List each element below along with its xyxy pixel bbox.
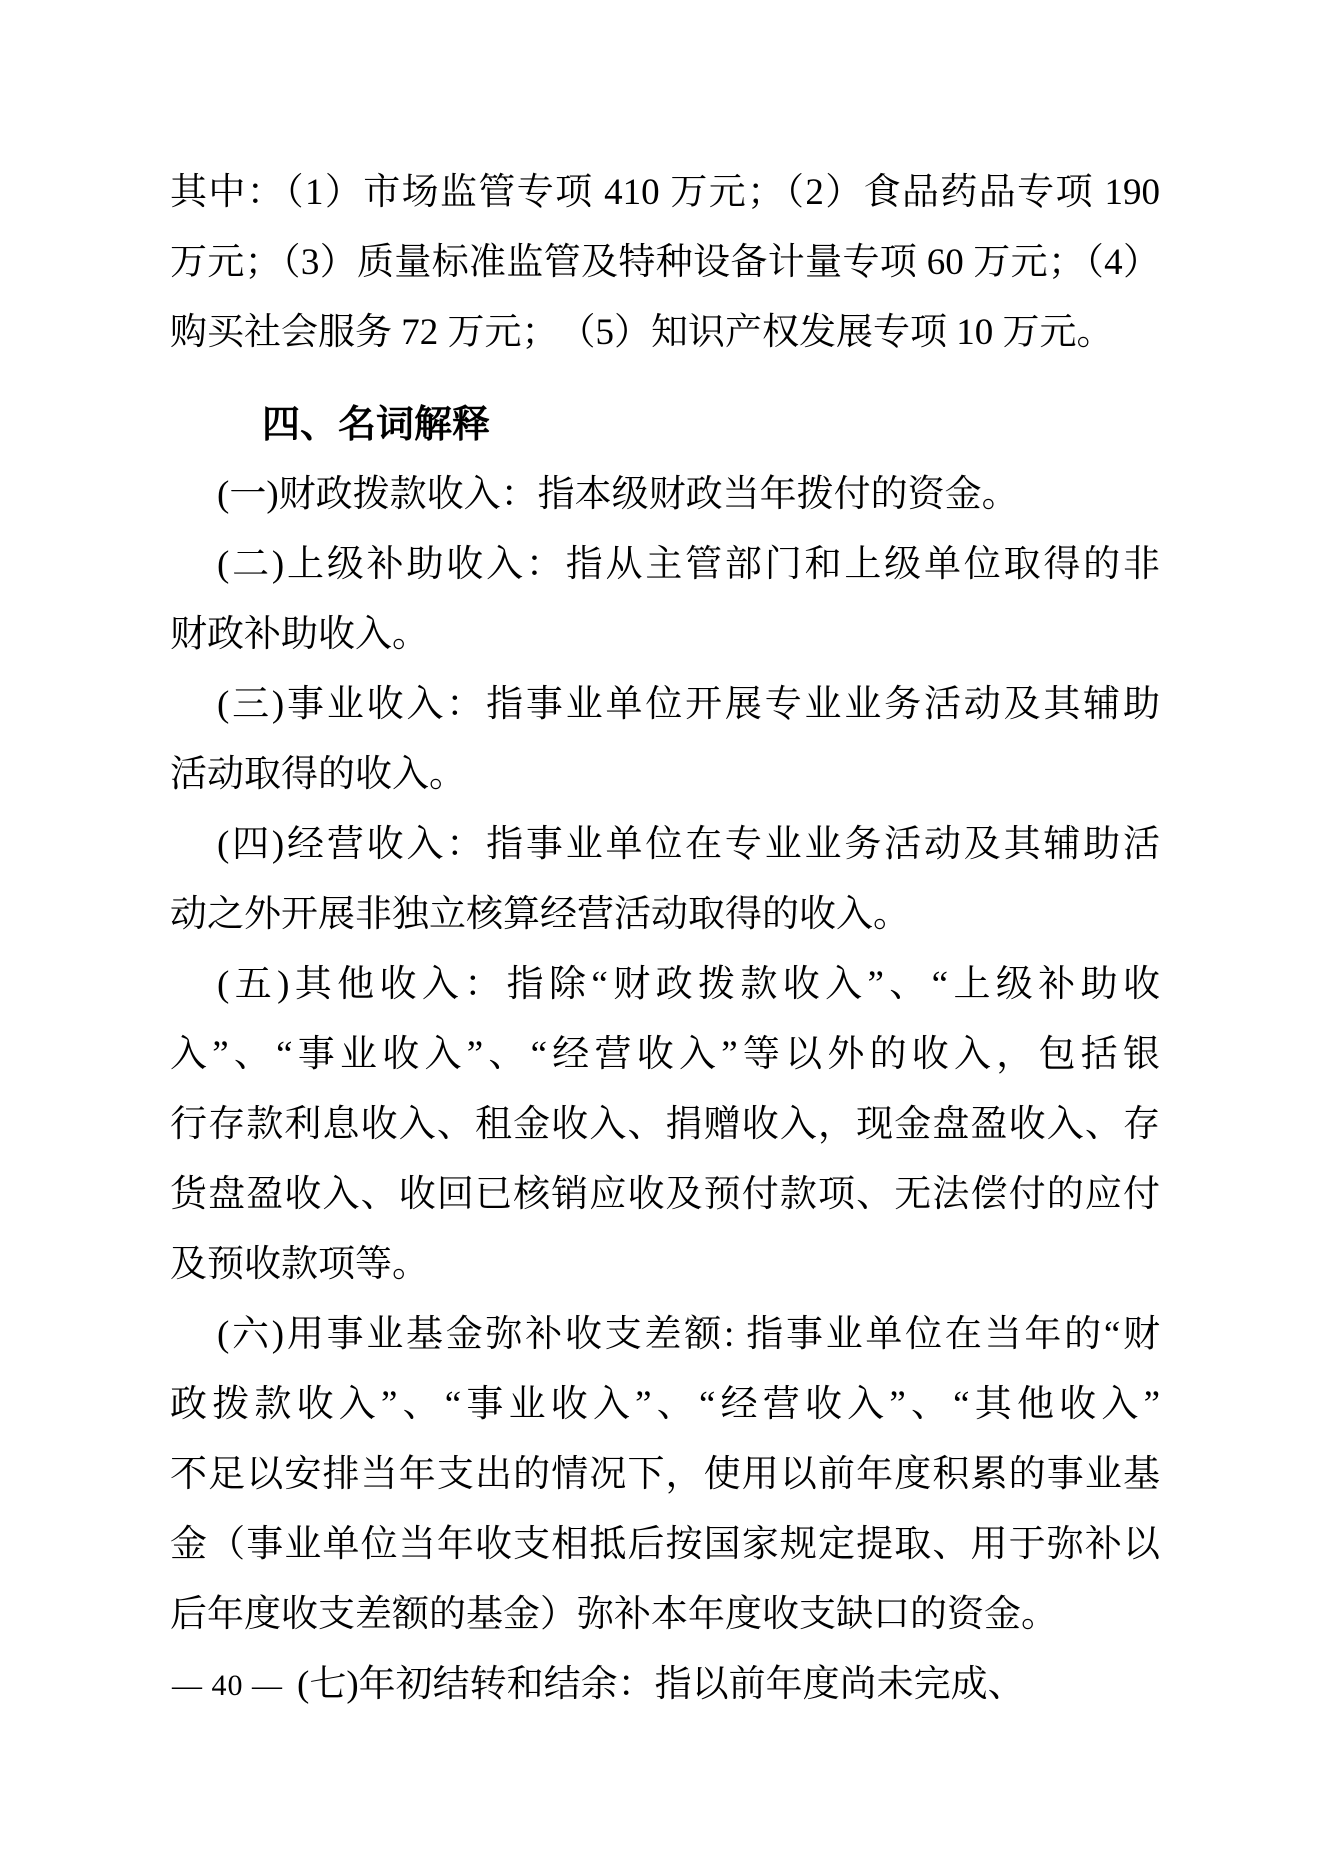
- definition-paragraph: [170, 810, 1160, 950]
- definition-paragraph: [170, 460, 1160, 530]
- document-body: [170, 158, 1160, 1720]
- text-line: (七)年初结转和结余：指以前年度尚未完成、: [297, 1664, 1025, 1705]
- text-line: (六)用事业基金弥补收支差额: 指事业单位在当年的“财: [217, 1314, 1160, 1355]
- text-line: 金（事业单位当年收支相抵后按国家规定提取、用于弥补以: [170, 1524, 1160, 1565]
- section-heading: 四、名词解释: [262, 404, 491, 446]
- text-line: 及预收款项等。: [170, 1244, 429, 1285]
- text-line: 政拨款收入”、“事业收入”、“经营收入”、“其他收入”: [170, 1384, 1160, 1425]
- text-line: 动之外开展非独立核算经营活动取得的收入。: [170, 894, 910, 935]
- text-line: 万元；（3）质量标准监管及特种设备计量专项 60 万元；（4）: [170, 242, 1160, 283]
- text-line: 财政补助收入。: [170, 614, 429, 655]
- definition-paragraph: [170, 530, 1160, 670]
- text-line: 后年度收支差额的基金）弥补本年度收支缺口的资金。: [170, 1594, 1058, 1635]
- text-line: 货盘盈收入、收回已核销应收及预付款项、无法偿付的应付: [170, 1174, 1160, 1215]
- text-line: 入”、“事业收入”、“经营收入”等以外的收入，包括银: [170, 1034, 1160, 1075]
- page-number: — 40 —: [172, 1669, 283, 1702]
- text-line: (一)财政拨款收入：指本级财政当年拨付的资金。: [217, 474, 1019, 515]
- definition-paragraph: [170, 1650, 1160, 1720]
- definition-paragraph: [170, 670, 1160, 810]
- text-line: 不足以安排当年支出的情况下，使用以前年度积累的事业基: [170, 1454, 1160, 1495]
- text-line: (二)上级补助收入：指从主管部门和上级单位取得的非: [217, 544, 1160, 585]
- text-line: (四)经营收入：指事业单位在专业业务活动及其辅助活: [217, 824, 1160, 865]
- text-line: 购买社会服务 72 万元； （5）知识产权发展专项 10 万元。: [170, 312, 1114, 353]
- text-line: 活动取得的收入。: [170, 754, 466, 795]
- text-line: (三)事业收入：指事业单位开展专业业务活动及其辅助: [217, 684, 1160, 725]
- text-line: (五)其他收入：指除“财政拨款收入”、“上级补助收: [217, 964, 1160, 1005]
- definitions-list: [170, 460, 1160, 1720]
- intro-paragraph: [170, 158, 1160, 368]
- text-line: 行存款利息收入、租金收入、捐赠收入，现金盘盈收入、存: [170, 1104, 1160, 1145]
- definition-paragraph: [170, 1300, 1160, 1650]
- definition-paragraph: [170, 950, 1160, 1300]
- text-line: 其中：（1）市场监管专项 410 万元；（2）食品药品专项 190: [170, 172, 1160, 213]
